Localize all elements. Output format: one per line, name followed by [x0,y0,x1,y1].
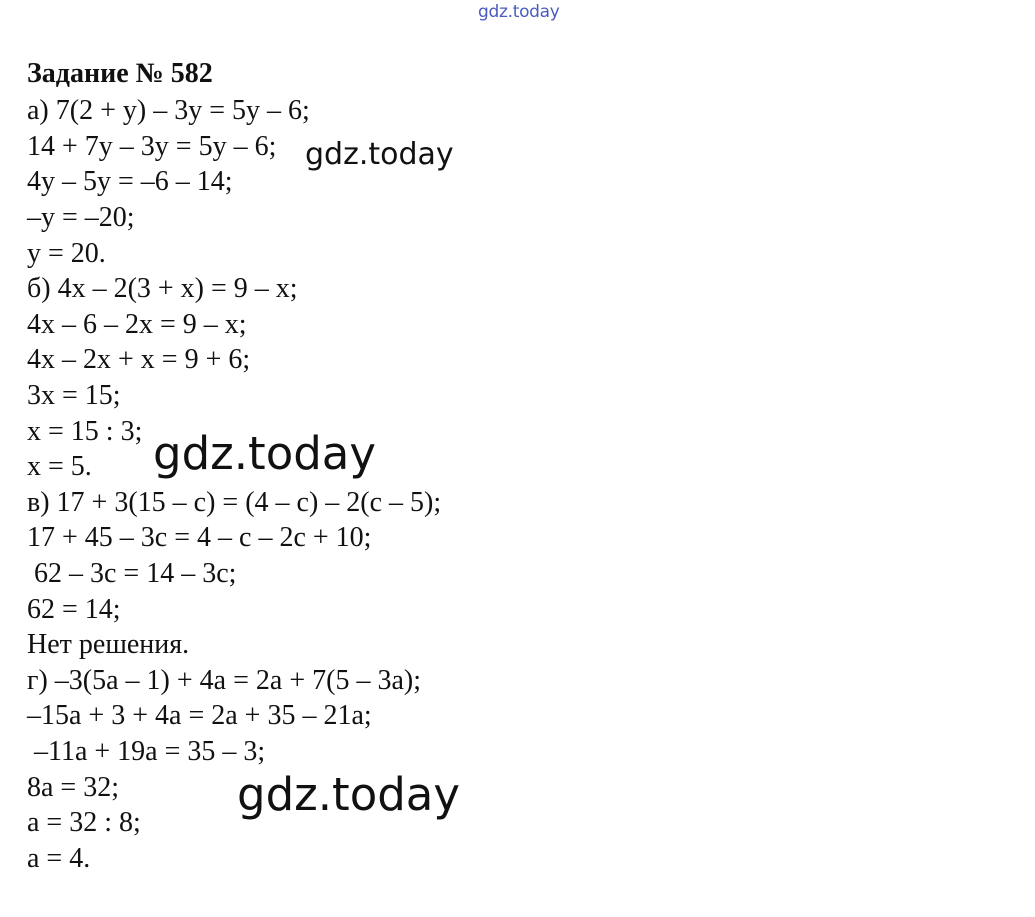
solution-line: а = 4. [27,843,91,874]
watermark: gdz.today [237,768,461,821]
solution-line: 62 – 3с = 14 – 3с; [27,558,237,589]
solution-line: б) 4х – 2(3 + х) = 9 – х; [27,273,298,304]
solution-line: –у = –20; [27,202,135,233]
solution-line: у = 20. [27,238,106,269]
solution-line: х = 15 : 3; [27,416,143,447]
solution-line: а = 32 : 8; [27,807,141,838]
solution-line: а) 7(2 + у) – 3у = 5у – 6; [27,95,310,126]
solution-line: 17 + 45 – 3с = 4 – с – 2с + 10; [27,522,372,553]
watermark-top: gdz.today [478,2,560,22]
task-title: Задание № 582 [27,58,213,89]
watermark: gdz.today [153,427,377,480]
solution-line: в) 17 + 3(15 – с) = (4 – с) – 2(с – 5); [27,487,442,518]
solution-line: 14 + 7у – 3у = 5у – 6; [27,131,277,162]
solution-line: г) –3(5а – 1) + 4а = 2а + 7(5 – 3а); [27,665,421,696]
solution-line: 4х – 2х + х = 9 + 6; [27,344,251,375]
solution-line: 4у – 5у = –6 – 14; [27,166,233,197]
solution-line: 3х = 15; [27,380,121,411]
solution-line: Нет решения. [27,629,190,660]
solution-line: х = 5. [27,451,92,482]
solution-line: 62 = 14; [27,594,121,625]
solution-line: –11а + 19а = 35 – 3; [27,736,266,767]
watermark: gdz.today [305,137,454,172]
solution-line: –15а + 3 + 4а = 2а + 35 – 21а; [27,700,372,731]
solution-line: 4х – 6 – 2х = 9 – х; [27,309,247,340]
solution-line: 8а = 32; [27,772,119,803]
